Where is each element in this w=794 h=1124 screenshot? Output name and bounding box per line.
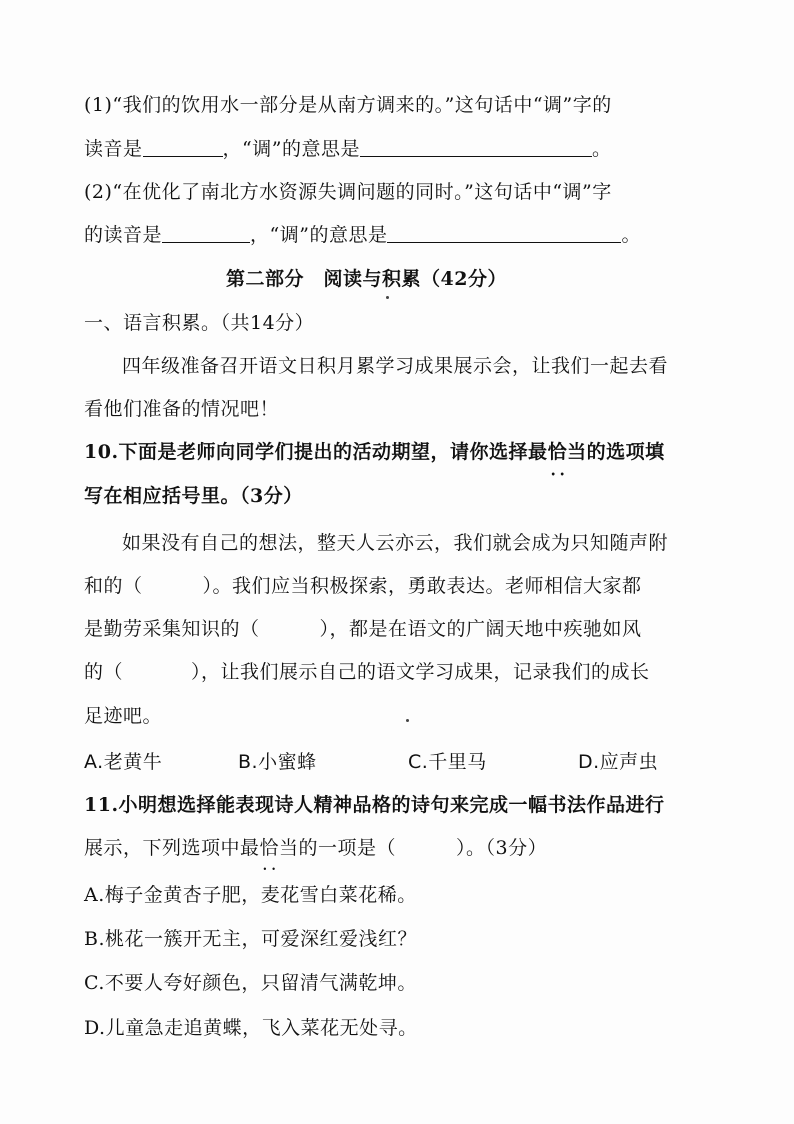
q9-meaning-blank-1[interactable] <box>360 138 592 157</box>
q10-passage-line-2 <box>84 573 642 599</box>
q9-label-reading: 读音是 <box>84 138 143 160</box>
intro-line-1: 四年级准备召开语文日积月累学习成果展示会，让我们一起去看 <box>122 355 669 377</box>
q9-label-meaning: ，“调”的意思是 <box>222 138 360 160</box>
q9-line-2 <box>84 136 611 162</box>
q10-passage-text: 的（ <box>84 661 124 683</box>
q9-label-reading-2: 的读音是 <box>84 224 163 246</box>
scan-speck <box>406 719 409 722</box>
q10-prompt-line-2: 写在相应括号里。（3分） <box>84 485 303 507</box>
q10-prompt-text-end: 的选项填 <box>586 441 665 463</box>
scan-speck <box>386 296 389 299</box>
q9-reading-blank-1[interactable] <box>143 138 223 157</box>
q11-option-a[interactable]: A.梅子金黄杏子肥，麦花雪白菜花稀。 <box>84 884 417 906</box>
q10-passage-line-1: 如果没有自己的想法，整天人云亦云，我们就会成为只知随声附 <box>122 532 669 554</box>
q10-option-a[interactable]: A.老黄牛 <box>84 751 163 773</box>
q9-period: 。 <box>591 138 612 160</box>
q11-option-b[interactable]: B.桃花一簇开无主，可爱深红爱浅红？ <box>84 928 418 950</box>
q11-prompt-text: 展示，下列选项中最 <box>84 837 260 859</box>
q10-passage-line-5: 足迹吧。 <box>84 705 163 727</box>
q9-period-2: 。 <box>621 224 641 246</box>
q9-line-3 <box>84 179 612 205</box>
q9-label-meaning-2: ，“调”的意思是 <box>250 224 388 246</box>
q11-emphasis-word: 恰当 • • <box>260 837 299 859</box>
q10-passage-text: ），都是在语文的广阔天地中疾驰如风 <box>319 618 642 640</box>
q10-passage-line-4 <box>84 659 650 685</box>
q10-passage-text: ），让我们展示自己的语文学习成果，记录我们的成长 <box>191 661 650 683</box>
q9-part2-prompt: (2)“在优化了南北方水资源失调问题的同时。”这句话中“调”字 <box>84 181 612 203</box>
q10-option-d[interactable]: D.应声虫 <box>578 751 659 773</box>
q11-prompt-score: ）。（3分） <box>456 837 548 859</box>
q11-option-d[interactable]: D.儿童急走追黄蝶，飞入菜花无处寻。 <box>84 1017 418 1039</box>
q10-passage-text: 和的（ <box>84 575 143 597</box>
q10-options <box>84 749 684 775</box>
q9-part1-prompt: (1)“我们的饮用水一部分是从南方调来的。”这句话中“调”字的 <box>84 94 612 116</box>
q10-prompt-line-1 <box>84 439 665 465</box>
q11-prompt-text: 的一项是（ <box>298 837 397 859</box>
q9-line-4 <box>84 222 641 248</box>
section-title: 第二部分 阅读与积累（42分） <box>226 268 507 290</box>
q10-passage-line-3 <box>84 616 642 642</box>
intro-line-2: 看他们准备的情况吧！ <box>84 398 280 420</box>
q10-option-b[interactable]: B.小蜜蜂 <box>238 751 317 773</box>
q10-passage-text: 是勤劳采集知识的（ <box>84 618 260 640</box>
q10-passage-text: ）。我们应当积极探索，勇敢表达。老师相信大家都 <box>202 575 642 597</box>
q9-line-1 <box>84 92 612 118</box>
q9-meaning-blank-2[interactable] <box>387 224 621 243</box>
q11-prompt-line-1: 11.小明想选择能表现诗人精神品格的诗句来完成一幅书法作品进行 <box>84 794 665 816</box>
q9-reading-blank-2[interactable] <box>162 224 250 243</box>
q10-prompt-text: 10.下面是老师向同学们提出的活动期望，请你选择最 <box>84 441 548 463</box>
q10-option-c[interactable]: C.千里马 <box>408 751 487 773</box>
q11-option-c[interactable]: C.不要人夸好颜色，只留清气满乾坤。 <box>84 972 417 994</box>
part1-heading: 一、语言积累。（共14分） <box>84 312 315 334</box>
q11-prompt-line-2 <box>84 835 547 861</box>
q10-emphasis-word: 恰当 • • <box>548 441 587 463</box>
